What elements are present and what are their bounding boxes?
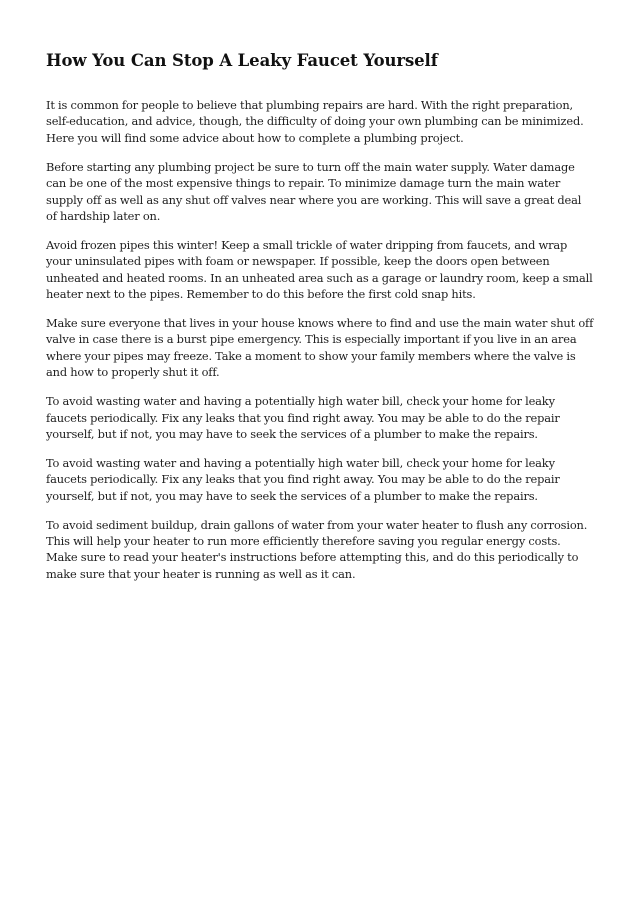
paragraph-sediment-buildup: To avoid sediment buildup, drain gallons of water from your water heater to flush any corrosion. This will help your heater to run more efficiently therefore saving you regular energy costs. Make sure to read your heater's instructions before attempting this, and do this periodically to make sure that your heater is running as well as it can. xyxy=(46,517,588,581)
paragraph-leaky-faucets-repeat: To avoid wasting water and having a potentially high water bill, check your home for leaky faucets periodically. Fix any leaks that you find right away. You may be able to do the repair yourself, but if not, you may have to seek the services of a plumber to make the repairs. xyxy=(46,455,560,503)
paragraph-leaky-faucets: To avoid wasting water and having a potentially high water bill, check your home for leaky faucets periodically. Fix any leaks that you find right away. You may be able to do the repair yourself, but if not, you may have to seek the services of a plumber to make the repairs. xyxy=(46,394,560,441)
document-page xyxy=(46,50,594,595)
paragraph-intro: It is common for people to believe that plumbing repairs are hard. With the right preparation, self-education, and advice, though, the difficulty of doing your own plumbing can be minimized. Here you will find some advice about how to complete a plumbing project. xyxy=(46,98,584,145)
paragraph-shut-off-valve: Make sure everyone that lives in your house knows where to find and use the main water shut off valve in case there is a burst pipe emergency. This is especially important if you live in an area where your pipes may freeze. Take a moment to show your family members where the valve is and how to properly shut it off. xyxy=(46,315,594,380)
document-title: How You Can Stop A Leaky Faucet Yourself xyxy=(46,51,438,70)
paragraph-water-supply: Before starting any plumbing project be sure to turn off the main water supply. Water damage can be one of the most expensive things to repair. To minimize damage turn the main water supply off as well as any shut off valves near where you are working. This will save a great deal of hardship later on. xyxy=(46,159,582,223)
paragraph-frozen-pipes: Avoid frozen pipes this winter! Keep a small trickle of water dripping from faucets, and wrap your uninsulated pipes with foam or newspaper. If possible, keep the doors open between unheated and heated rooms. In an unheated area such as a garage or laundry room, keep a small heater next to the pipes. Remember to do this before the first cold snap hits. xyxy=(46,237,593,302)
